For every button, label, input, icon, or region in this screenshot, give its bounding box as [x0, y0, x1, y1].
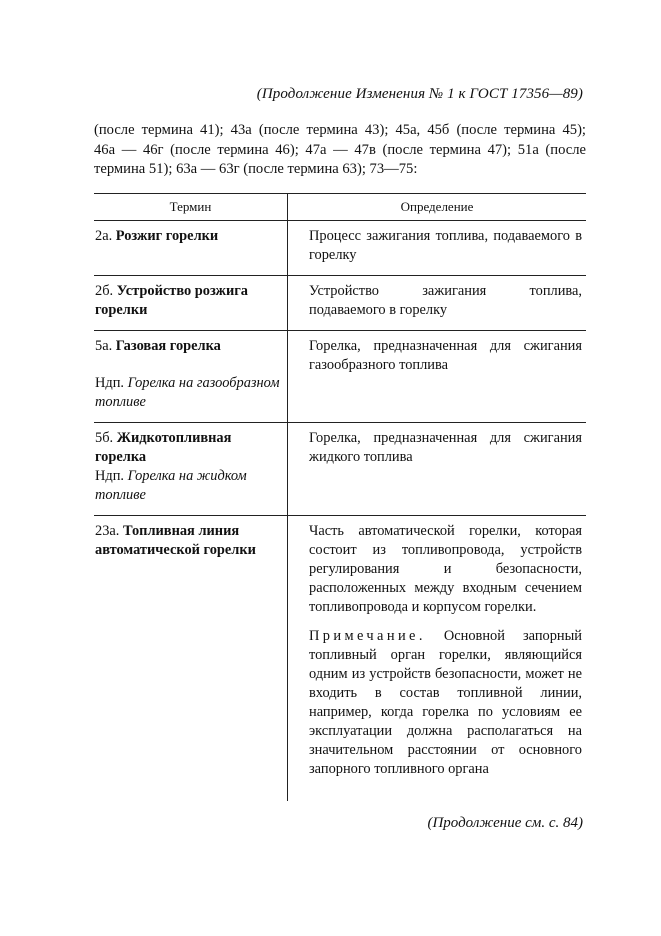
table-header	[94, 194, 586, 221]
table-row	[94, 221, 586, 276]
note-paragraph	[309, 627, 582, 779]
term-cell	[94, 221, 287, 275]
deprecated-label: Ндп.	[95, 468, 125, 484]
intro-line-3: термина 51); 63а — 63г (после термина 63); 73—75:	[94, 161, 418, 177]
definition-text: Устройство зажигания топлива, подаваемого в горелку	[309, 283, 582, 318]
deprecated-term	[95, 374, 283, 412]
term-name: Топливная линия автоматической горелки	[95, 523, 256, 558]
term-cell	[94, 276, 287, 330]
term-name: Розжиг горелки	[115, 228, 219, 244]
deprecated-term	[95, 467, 283, 505]
intro-line-2: 46а — 46г (после термина 46); 47а — 47в (после термина 47); 51а (после	[94, 141, 586, 158]
term-number: 23а.	[95, 523, 120, 539]
definition-cell	[287, 423, 586, 515]
deprecated-term-name: Горелка на газообразном топливе	[95, 375, 280, 410]
definition-text: Часть автоматической горелки, которая состоит из топливопровода, устройств регулирования и безопасности, расположенных между входным сечением топливопровода и корпусом горелки.	[309, 523, 582, 615]
continuation-footer: (Продолжение см. с. 84)	[427, 815, 583, 831]
term-number: 2а.	[95, 228, 113, 244]
terms-table	[94, 193, 586, 801]
deprecated-term-name: Горелка на жидком топливе	[95, 468, 247, 503]
term-number: 2б.	[95, 283, 114, 299]
definition-cell	[287, 221, 586, 275]
term-cell	[94, 516, 287, 801]
term-cell	[94, 423, 287, 515]
table-row	[94, 423, 586, 516]
intro-line-1: (после термина 41); 43а (после термина 43); 45а, 45б (после термина 45);	[94, 122, 586, 138]
column-header-definition: Определение	[287, 194, 586, 220]
table-row	[94, 331, 586, 423]
deprecated-label: Ндп.	[95, 375, 125, 391]
term-name: Жидкотопливная горелка	[95, 430, 232, 465]
term-number: 5б.	[95, 430, 114, 446]
term-name: Газовая горелка	[115, 338, 221, 354]
intro-paragraph	[94, 121, 586, 180]
definition-text: Горелка, предназначенная для сжигания газообразного топлива	[309, 338, 582, 373]
term-cell	[94, 331, 287, 422]
term-number: 5а.	[95, 338, 113, 354]
note-label: Примечание.	[309, 628, 426, 644]
definition-text: Горелка, предназначенная для сжигания жидкого топлива	[309, 430, 582, 465]
table-row	[94, 516, 586, 801]
definition-text: Процесс зажигания топлива, подаваемого в горелку	[309, 228, 582, 263]
definition-cell	[287, 516, 586, 801]
note-text: Основной запорный топливный орган горелки, являющийся одним из устройств безопасности, может не входить в состав топливной линии, например, когда горелка по условиям ее эксплуатации должна располагаться на значительном расстоянии от основного запорного топливного органа	[309, 628, 582, 777]
column-header-term: Термин	[169, 199, 212, 214]
definition-cell	[287, 276, 586, 330]
continuation-header: (Продолжение Изменения № 1 к ГОСТ 17356—89)	[256, 86, 583, 102]
table-row	[94, 276, 586, 331]
definition-cell	[287, 331, 586, 422]
term-name: Устройство розжига горелки	[95, 283, 248, 318]
